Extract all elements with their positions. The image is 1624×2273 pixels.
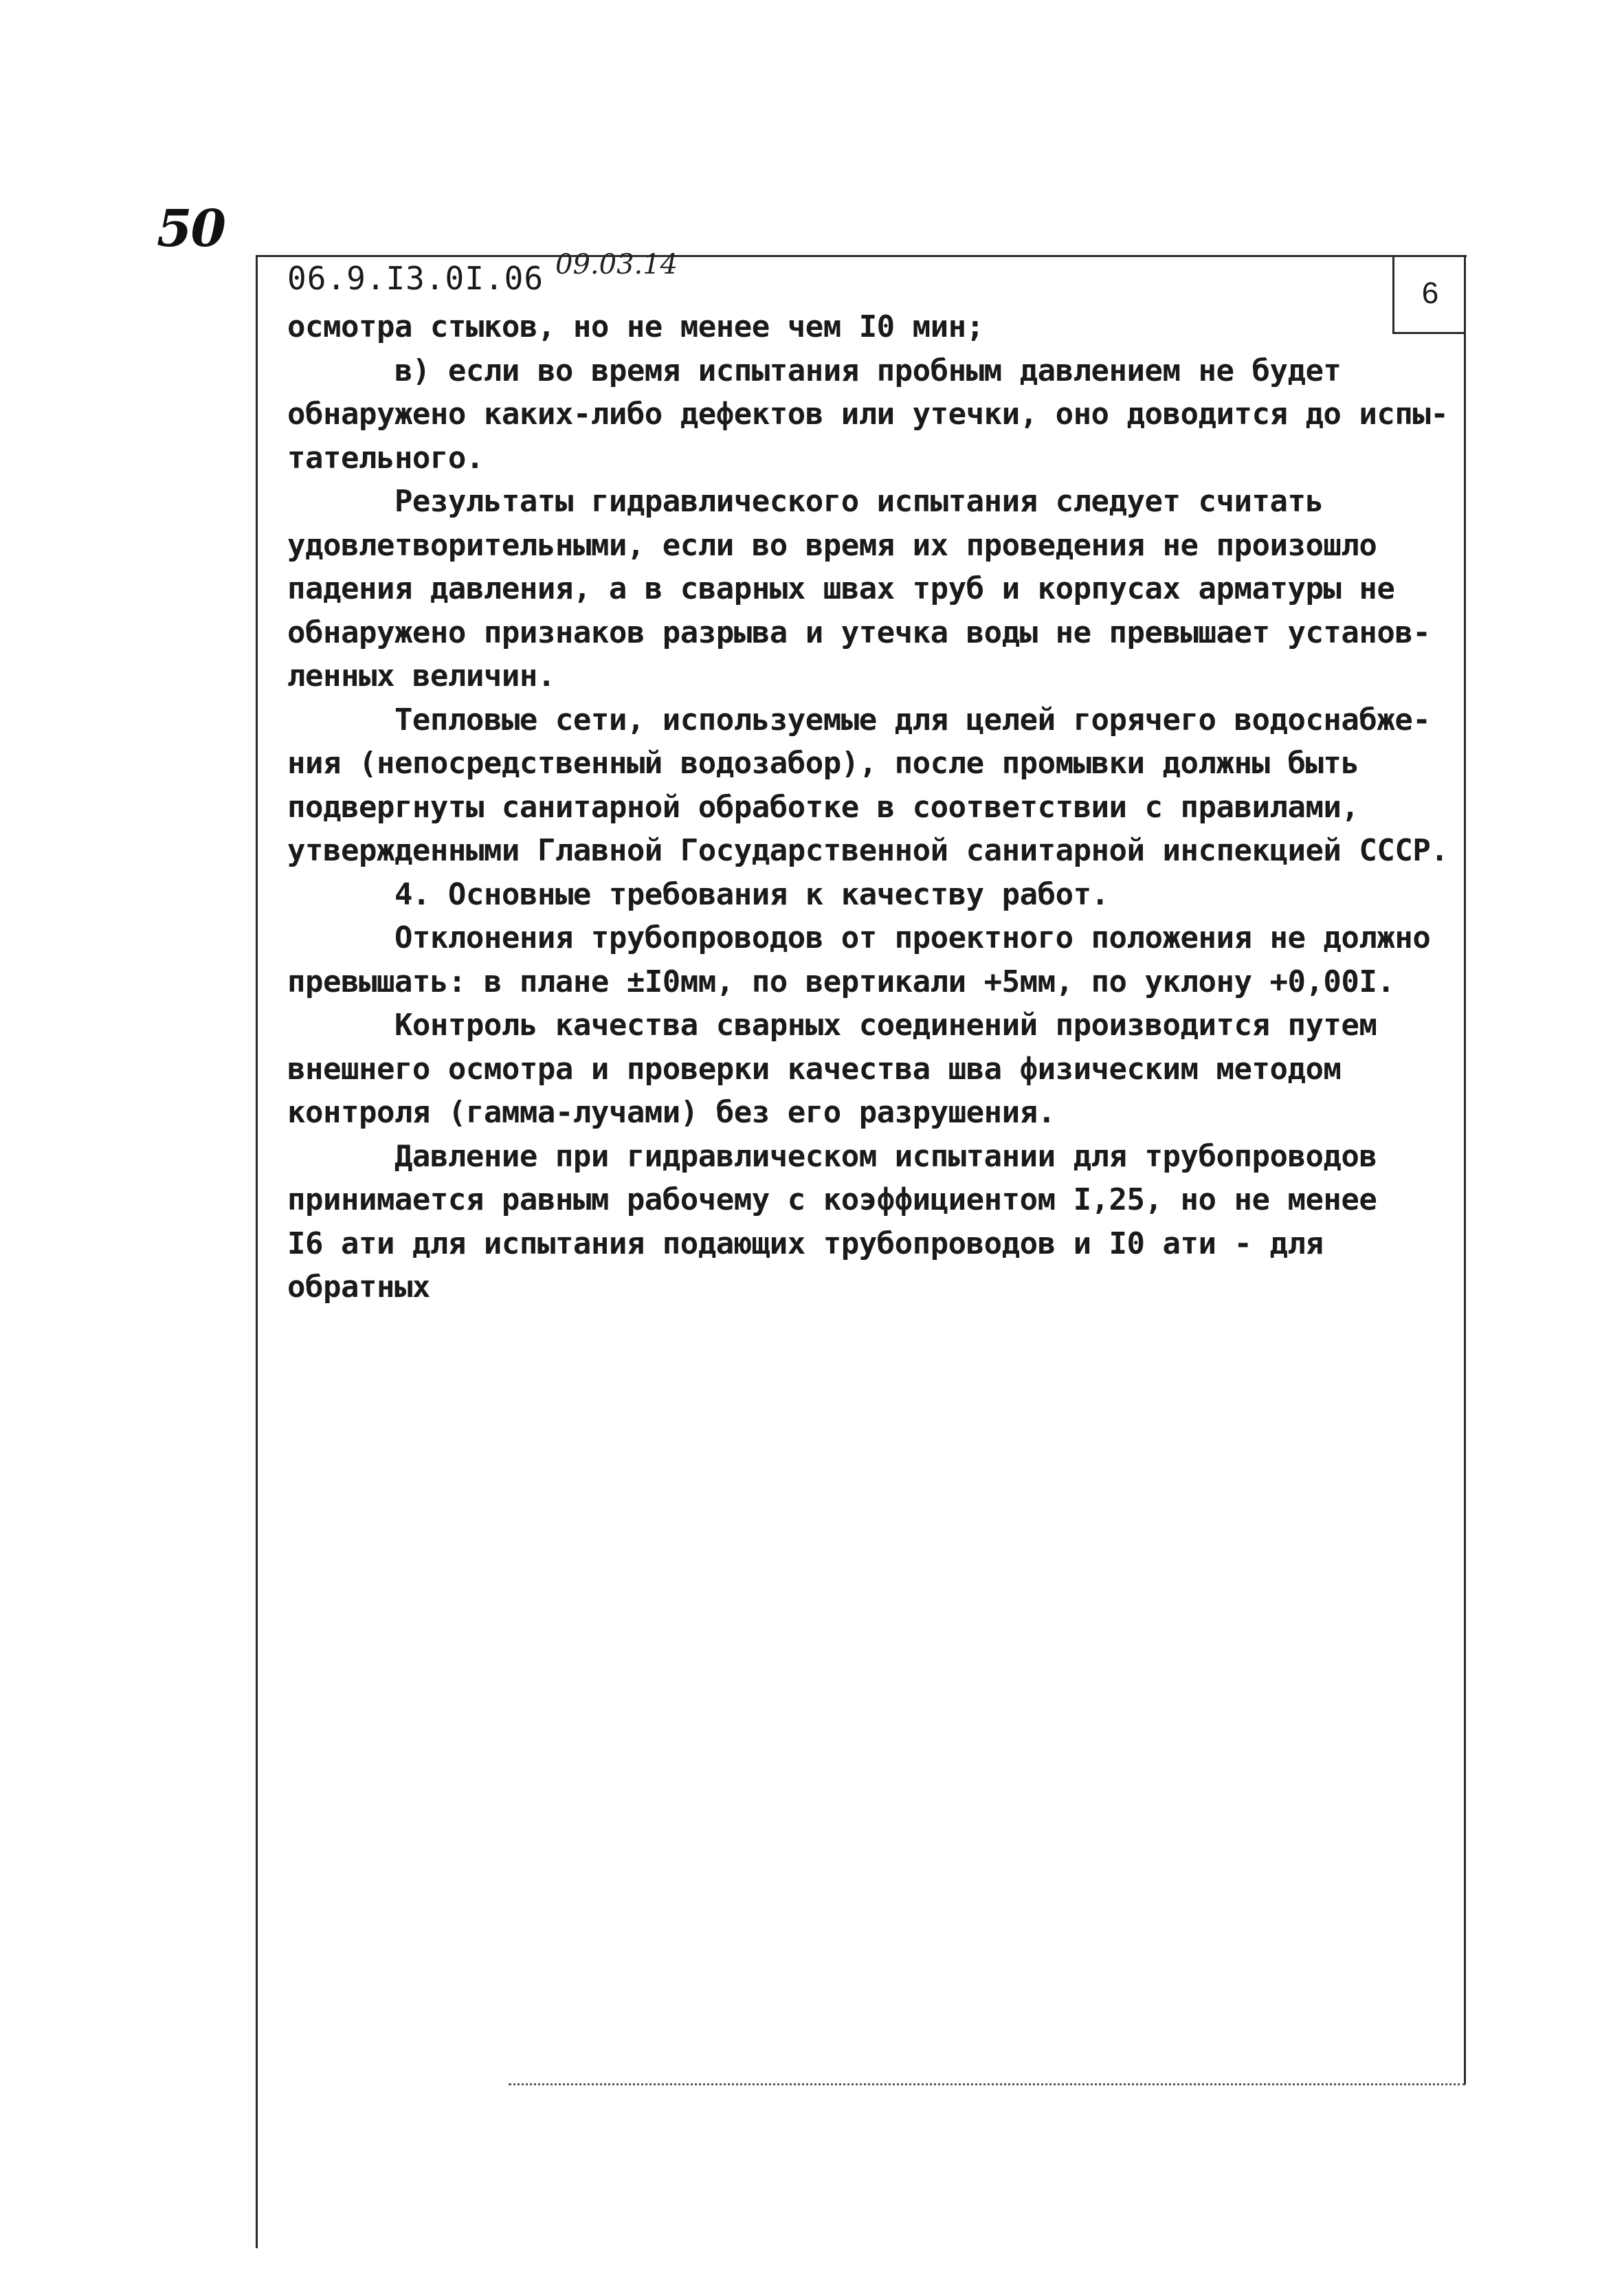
body-line: превышать: в плане ±I0мм, по вертикали +5мм, по уклону +0,00I. — [287, 964, 1395, 999]
body-line: контроля (гамма-лучами) без его разрушения. — [287, 1095, 1056, 1130]
body-line: осмотра стыков, но не менее чем I0 мин; — [287, 309, 984, 344]
handwritten-date: 09.03.14 — [555, 249, 678, 280]
body-line: Тепловые сети, используемые для целей горячего водоснабже- — [287, 702, 1431, 738]
body-line: в) если во время испытания пробным давлением не будет — [287, 353, 1342, 388]
body-line: утвержденными Главной Государственной санитарной инспекцией СССР. — [287, 833, 1449, 868]
body-line: I6 ати для испытания подающих трубопроводов и I0 ати - для — [287, 1226, 1324, 1261]
body-line: ния (непосредственный водозабор), после промывки должны быть — [287, 746, 1359, 781]
body-line: принимается равным рабочему с коэффициентом I,25, но не менее — [287, 1182, 1377, 1217]
body-line: обнаружено признаков разрыва и утечка воды не превышает установ- — [287, 614, 1431, 650]
body-line: Отклонения трубопроводов от проектного положения не должно — [287, 920, 1431, 955]
body-line: Давление при гидравлическом испытании для трубопроводов — [287, 1138, 1377, 1174]
body-line: Результаты гидравлического испытания следует считать — [287, 484, 1324, 519]
body-line: Контроль качества сварных соединений производится путем — [287, 1008, 1377, 1043]
body-line: падения давления, а в сварных швах труб и корпусах арматуры не — [287, 571, 1395, 606]
document-body — [287, 305, 1456, 1309]
body-line: удовлетворительными, если во время их проведения не произошло — [287, 527, 1377, 563]
page-number: 50 — [157, 199, 225, 258]
sheet-number: 6 — [1421, 276, 1439, 310]
body-line: внешнего осмотра и проверки качества шва физическим методом — [287, 1051, 1342, 1087]
frame-left-border — [256, 255, 258, 2248]
body-line: обратных — [287, 1269, 430, 1305]
body-line: подвергнуты санитарной обработке в соответствии с правилами, — [287, 789, 1359, 825]
body-line: ленных величин. — [287, 658, 555, 694]
frame-bottom-border — [509, 2083, 1465, 2085]
frame-top-border — [256, 255, 1467, 257]
body-line: 4. Основные требования к качеству работ. — [287, 876, 1109, 912]
body-line: тательного. — [287, 440, 484, 476]
document-code: 06.9.I3.0I.06 — [287, 260, 544, 297]
frame-right-border — [1464, 255, 1466, 2085]
body-line: обнаружено каких-либо дефектов или утечки, оно доводится до испы- — [287, 397, 1449, 432]
